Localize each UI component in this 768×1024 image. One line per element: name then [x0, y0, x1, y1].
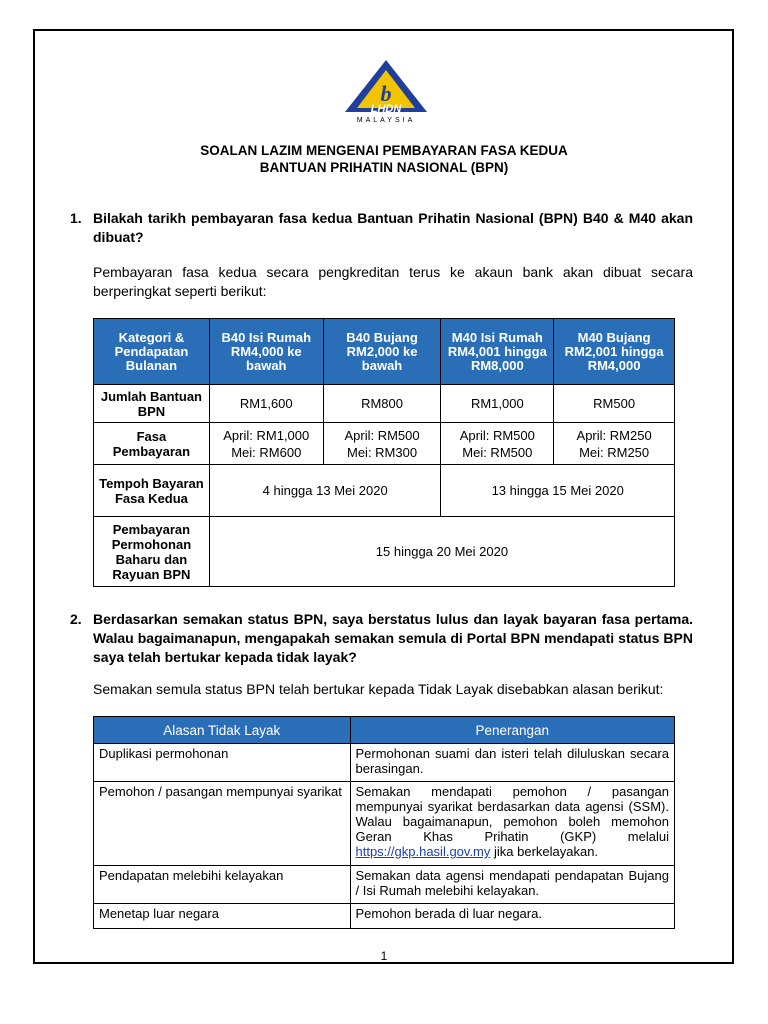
- table-row: [94, 385, 675, 423]
- table-row: [94, 465, 675, 517]
- row-label: Jumlah Bantuan BPN: [94, 385, 210, 423]
- svg-text:LHDN: LHDN: [370, 103, 402, 115]
- table-header: M40 Bujang RM2,001 hingga RM4,000: [554, 319, 675, 385]
- ineligibility-reasons-table: [93, 716, 675, 929]
- table-header: B40 Isi Rumah RM4,000 ke bawah: [209, 319, 323, 385]
- explanation-cell: Semakan mendapati pemohon / pasangan mempunyai syarikat berdasarkan data agensi (SSM). Walau bagaimanapun, pemohon boleh memohon Geran Khas Prihatin (GKP) melalui https://gkp.hasil.gov.my jika berkelayakan.: [350, 782, 675, 866]
- question-text: Berdasarkan semakan status BPN, saya berstatus lulus dan layak bayaran fasa pertama. Walau bagaimanapun, mengapakah semakan semula di Portal BPN mendapati status BPN saya telah bertukar kepada tidak layak?: [93, 611, 693, 665]
- gkp-link[interactable]: https://gkp.hasil.gov.my: [355, 844, 491, 859]
- document-title: [0, 142, 768, 176]
- table-header-row: [94, 319, 675, 385]
- table-row: [94, 904, 675, 929]
- svg-text:MALAYSIA: MALAYSIA: [356, 117, 416, 124]
- table-cell: RM1,000: [441, 385, 554, 423]
- reason-cell: Pendapatan melebihi kelayakan: [94, 866, 351, 904]
- svg-text:b: b: [380, 81, 392, 106]
- table-row: [94, 517, 675, 587]
- reason-cell: Duplikasi permohonan: [94, 744, 351, 782]
- question-2: [70, 610, 693, 667]
- table-header: Kategori & Pendapatan Bulanan: [94, 319, 210, 385]
- question-number: 2.: [70, 611, 82, 627]
- table-cell: April: RM500 Mei: RM300: [323, 423, 441, 465]
- title-line-1: SOALAN LAZIM MENGENAI PEMBAYARAN FASA KEDUA: [200, 143, 568, 158]
- table-cell: April: RM1,000 Mei: RM600: [209, 423, 323, 465]
- table-cell: 15 hingga 20 Mei 2020: [209, 517, 674, 587]
- table-cell: RM1,600: [209, 385, 323, 423]
- table-header: Penerangan: [350, 717, 675, 744]
- table-cell: April: RM500 Mei: RM500: [441, 423, 554, 465]
- question-number: 1.: [70, 210, 82, 226]
- explanation-cell: Permohonan suami dan isteri telah diluluskan secara berasingan.: [350, 744, 675, 782]
- answer-1: Pembayaran fasa kedua secara pengkreditan terus ke akaun bank akan dibuat secara berperingkat seperti berikut:: [93, 264, 693, 299]
- table-row: [94, 423, 675, 465]
- title-line-2: BANTUAN PRIHATIN NASIONAL (BPN): [259, 160, 509, 175]
- table-cell: RM500: [554, 385, 675, 423]
- table-row: [94, 866, 675, 904]
- table-header: B40 Bujang RM2,000 ke bawah: [323, 319, 441, 385]
- table-row: [94, 782, 675, 866]
- row-label: Fasa Pembayaran: [94, 423, 210, 465]
- reason-cell: Pemohon / pasangan mempunyai syarikat: [94, 782, 351, 866]
- row-label: Tempoh Bayaran Fasa Kedua: [94, 465, 210, 517]
- table-header: Alasan Tidak Layak: [94, 717, 351, 744]
- question-1: [70, 209, 693, 247]
- lhdn-logo: [341, 58, 431, 124]
- row-label: Pembayaran Permohonan Baharu dan Rayuan BPN: [94, 517, 210, 587]
- question-text: Bilakah tarikh pembayaran fasa kedua Bantuan Prihatin Nasional (BPN) B40 & M40 akan dibuat?: [93, 210, 693, 245]
- table-header-row: [94, 717, 675, 744]
- answer-2: Semakan semula status BPN telah bertukar kepada Tidak Layak disebabkan alasan berikut:: [93, 681, 664, 697]
- explanation-cell: Semakan data agensi mendapati pendapatan Bujang / Isi Rumah melebihi kelayakan.: [350, 866, 675, 904]
- payment-schedule-table: [93, 318, 675, 587]
- page-number: 1: [380, 949, 388, 963]
- table-cell: 4 hingga 13 Mei 2020: [209, 465, 441, 517]
- table-cell: RM800: [323, 385, 441, 423]
- table-cell: 13 hingga 15 Mei 2020: [441, 465, 675, 517]
- table-row: [94, 744, 675, 782]
- table-header: M40 Isi Rumah RM4,001 hingga RM8,000: [441, 319, 554, 385]
- table-cell: April: RM250 Mei: RM250: [554, 423, 675, 465]
- explanation-cell: Pemohon berada di luar negara.: [350, 904, 675, 929]
- reason-cell: Menetap luar negara: [94, 904, 351, 929]
